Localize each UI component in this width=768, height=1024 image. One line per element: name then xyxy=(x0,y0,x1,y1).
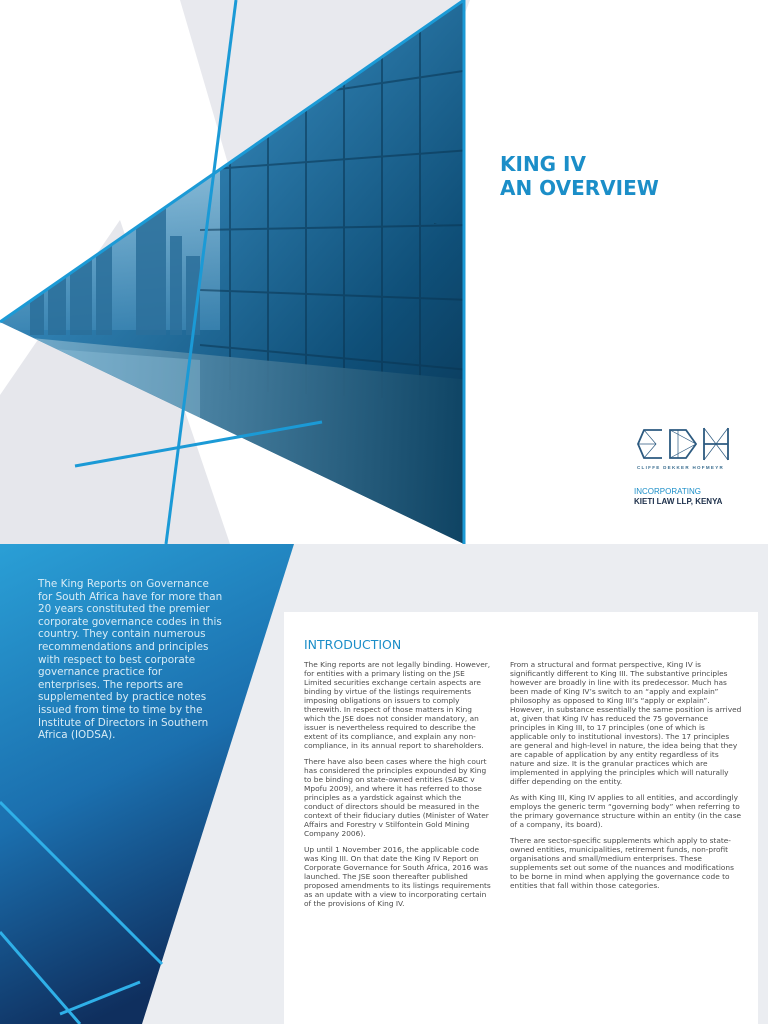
paragraph: From a structural and format perspective, King IV is significantly different to King III. The substantive principles however are broadly in line with its predecessor. Much has been made of King IV’s switch to an “apply and explain” philosophy as opposed to King III’s “apply or explain”. However, in substance essentially the same position is arrived at, given that King IV has reduced the 75 governance principles in King III, to 17 principles (one of which is applicable only to institutional investors). The 17 principles are general and high-level in nature, the idea being that they are capable of application by any entity regardless of its nature and size. It is the granular practices which are implemented in applying the principles which will naturally differ depending on the entity. xyxy=(510,660,742,786)
paragraph: There are sector-specific supplements which apply to state-owned entities, municipalities, retirement funds, non-profit organisations and small/medium enterprises. These supplements set out some of the nuances and modifications to be borne in mind when applying the governance code to entities that fall within those categories. xyxy=(510,836,734,890)
paragraph: As with King III, King IV applies to all entities, and accordingly employs the generic term “governing body” when referring to the primary governance structure within an entity (in the case of a company, its board). xyxy=(510,793,742,829)
title-line-2: AN OVERVIEW xyxy=(500,176,659,200)
right-column xyxy=(510,660,742,897)
summary-blurb: The King Reports on Governance for South Africa have for more than 20 years constituted the premier corporate governance codes in this country. They contain numerous recommendations and principles with respect to best corporate governance practice for enterprises. The reports are supplemented by practice notes issued from time to time by the Institute of Directors in Southern Africa (IODSA). xyxy=(38,578,223,742)
paragraph: There have also been cases where the high court has considered the principles expounded by King to be binding on state-owned entities (SABC v Mpofu 2009), and where it has referred to those principles as a yardstick against which the conduct of directors should be measured in the context of their fiduciary duties (Minister of Water Affairs and Forestry v Stilfontein Gold Mining Company 2006). xyxy=(304,757,489,838)
paragraph: The King reports are not legally binding. However, for entities with a primary listing on the JSE Limited securities exchange certain aspects are binding by virtue of the listings requirements imposing obligations on issuers to comply therewith. In respect of those matters in King which the JSE does not consider mandatory, an issuer is nevertheless required to describe the extent of its compliance, and explain any non-compliance, in its annual report to shareholders. xyxy=(304,660,491,750)
left-column xyxy=(304,660,492,915)
cover-title xyxy=(500,152,659,200)
paragraph: Up until 1 November 2016, the applicable code was King III. On that date the King IV Report on Corporate Governance for South Africa, 2016 was launched. The JSE soon thereafter published proposed amendments to its listings requirements as an update with a view to incorporating certain of the provisions of King IV. xyxy=(304,845,491,908)
logo-text: CDH xyxy=(434,224,437,225)
incorporating-label: INCORPORATING xyxy=(634,487,701,496)
partner-firm-name: KIETI LAW LLP, KENYA xyxy=(634,497,723,506)
title-line-1: KING IV xyxy=(500,152,586,176)
section-heading: INTRODUCTION xyxy=(304,637,402,652)
cdh-logo xyxy=(434,224,734,464)
logo-subtitle: CLIFFE DEKKER HOFMEYR xyxy=(637,465,725,470)
